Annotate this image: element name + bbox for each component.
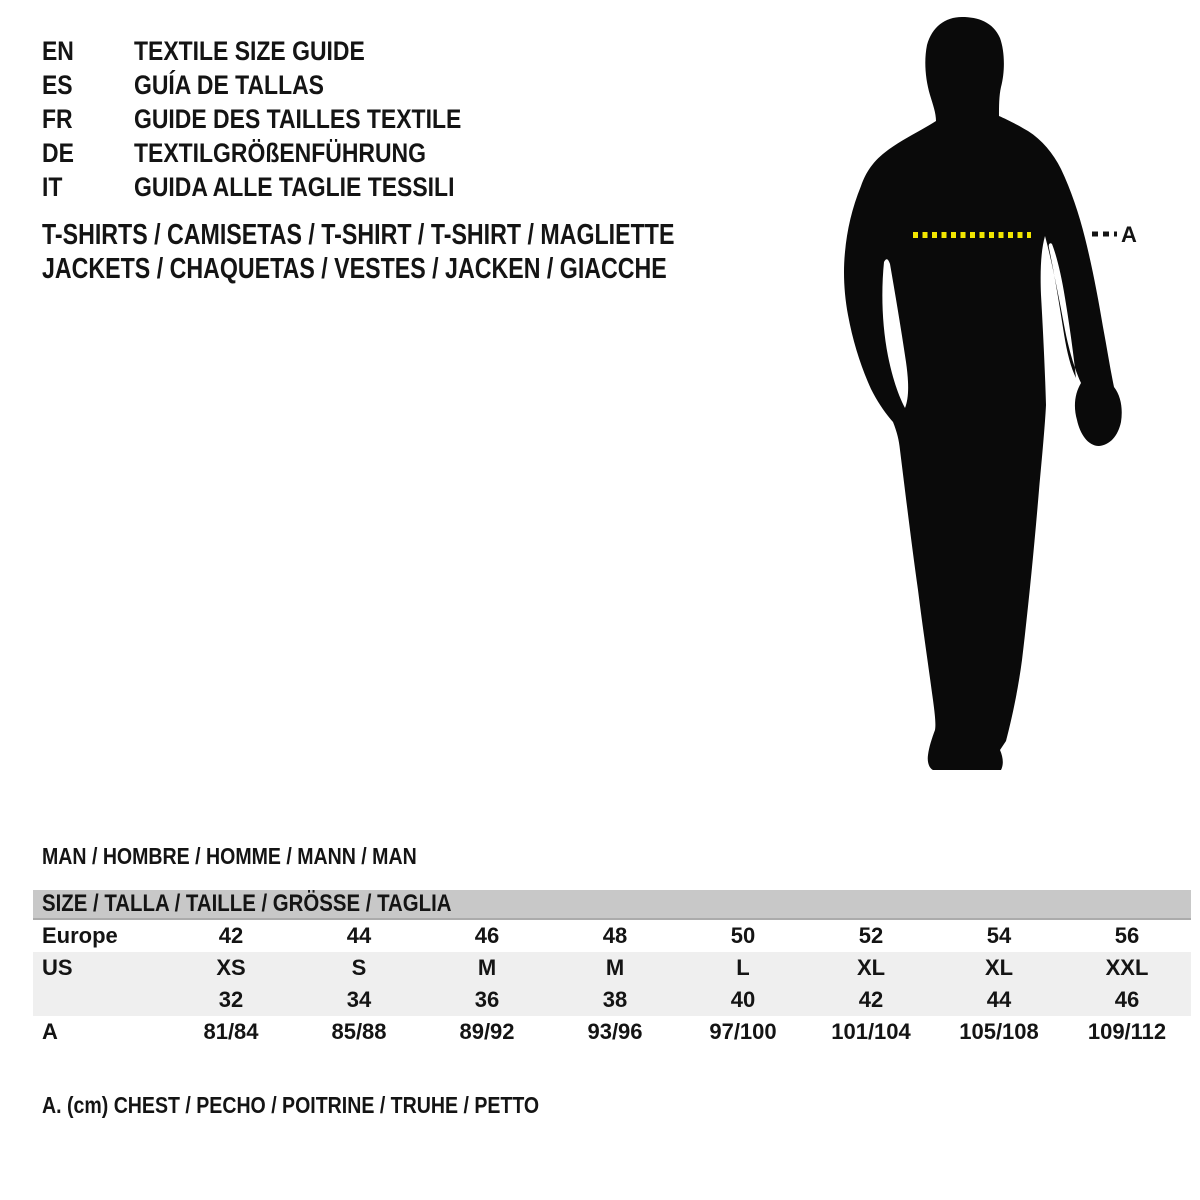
language-row-en xyxy=(42,34,519,68)
size-cell: L xyxy=(736,955,750,980)
language-row-de xyxy=(42,136,519,170)
table-row-europe xyxy=(33,920,1191,952)
size-cell: 40 xyxy=(730,987,756,1012)
size-cell: 34 xyxy=(346,987,372,1012)
man-figure-svg xyxy=(840,0,1140,800)
language-guide-list xyxy=(42,34,519,204)
row-label: Europe xyxy=(42,923,118,948)
table-row-chest-a xyxy=(33,1016,1191,1048)
language-code: EN xyxy=(42,35,74,66)
size-table-header: SIZE / TALLA / TAILLE / GRÖSSE / TAGLIA xyxy=(33,890,1191,920)
size-cell: XXL xyxy=(1105,955,1149,980)
category-line-jackets: JACKETS / CHAQUETAS / VESTES / JACKEN / GIACCHE xyxy=(42,252,667,285)
size-cell: 89/92 xyxy=(459,1019,515,1044)
man-silhouette xyxy=(844,17,1122,770)
row-label: US xyxy=(42,955,73,980)
category-line-tshirts: T-SHIRTS / CAMISETAS / T-SHIRT / T-SHIRT / MAGLIETTE xyxy=(42,218,675,251)
language-label: GUIDE DES TAILLES TEXTILE xyxy=(134,103,462,134)
size-cell: 32 xyxy=(218,987,244,1012)
size-cell: S xyxy=(351,955,367,980)
size-cell: 105/108 xyxy=(959,1019,1039,1044)
measurement-footnote: A. (cm) CHEST / PECHO / POITRINE / TRUHE / PETTO xyxy=(42,1092,540,1118)
size-cell: 97/100 xyxy=(709,1019,777,1044)
table-row-numeric xyxy=(33,984,1191,1016)
language-code: DE xyxy=(42,137,74,168)
language-label: TEXTILE SIZE GUIDE xyxy=(134,35,365,66)
size-table xyxy=(33,890,1191,1048)
language-label: TEXTILGRÖßENFÜHRUNG xyxy=(134,137,426,168)
size-cell: 42 xyxy=(218,923,244,948)
size-cell: 48 xyxy=(602,923,628,948)
size-cell: XL xyxy=(856,955,886,980)
size-cell: 81/84 xyxy=(203,1019,259,1044)
size-cell: 56 xyxy=(1114,923,1140,948)
size-cell: XS xyxy=(216,955,246,980)
table-row-us xyxy=(33,952,1191,984)
section-title: MAN / HOMBRE / HOMME / MANN / MAN xyxy=(42,843,417,869)
language-row-es xyxy=(42,68,519,102)
language-label: GUÍA DE TALLAS xyxy=(134,69,324,100)
size-cell: 54 xyxy=(986,923,1012,948)
size-cell: 50 xyxy=(730,923,756,948)
size-cell: 101/104 xyxy=(831,1019,911,1044)
size-cell: 93/96 xyxy=(587,1019,643,1044)
size-cell: M xyxy=(605,955,625,980)
language-code: IT xyxy=(42,171,63,202)
product-categories xyxy=(42,218,833,286)
row-label: A xyxy=(42,1019,58,1044)
size-cell: 46 xyxy=(474,923,500,948)
measurement-label-a: A xyxy=(1121,222,1137,247)
language-code: FR xyxy=(42,103,73,134)
size-cell: 38 xyxy=(602,987,628,1012)
language-row-it xyxy=(42,170,519,204)
size-cell: 85/88 xyxy=(331,1019,387,1044)
size-cell: 36 xyxy=(474,987,500,1012)
size-cell: 52 xyxy=(858,923,884,948)
man-figure xyxy=(840,0,1140,800)
size-cell: 46 xyxy=(1114,987,1140,1012)
size-cell: 44 xyxy=(346,923,372,948)
size-cell: 42 xyxy=(858,987,884,1012)
size-cell: XL xyxy=(984,955,1014,980)
language-row-fr xyxy=(42,102,519,136)
size-cell: M xyxy=(477,955,497,980)
size-cell: 109/112 xyxy=(1087,1019,1167,1044)
size-cell: 44 xyxy=(986,987,1012,1012)
language-code: ES xyxy=(42,69,73,100)
language-label: GUIDA ALLE TAGLIE TESSILI xyxy=(134,171,455,202)
